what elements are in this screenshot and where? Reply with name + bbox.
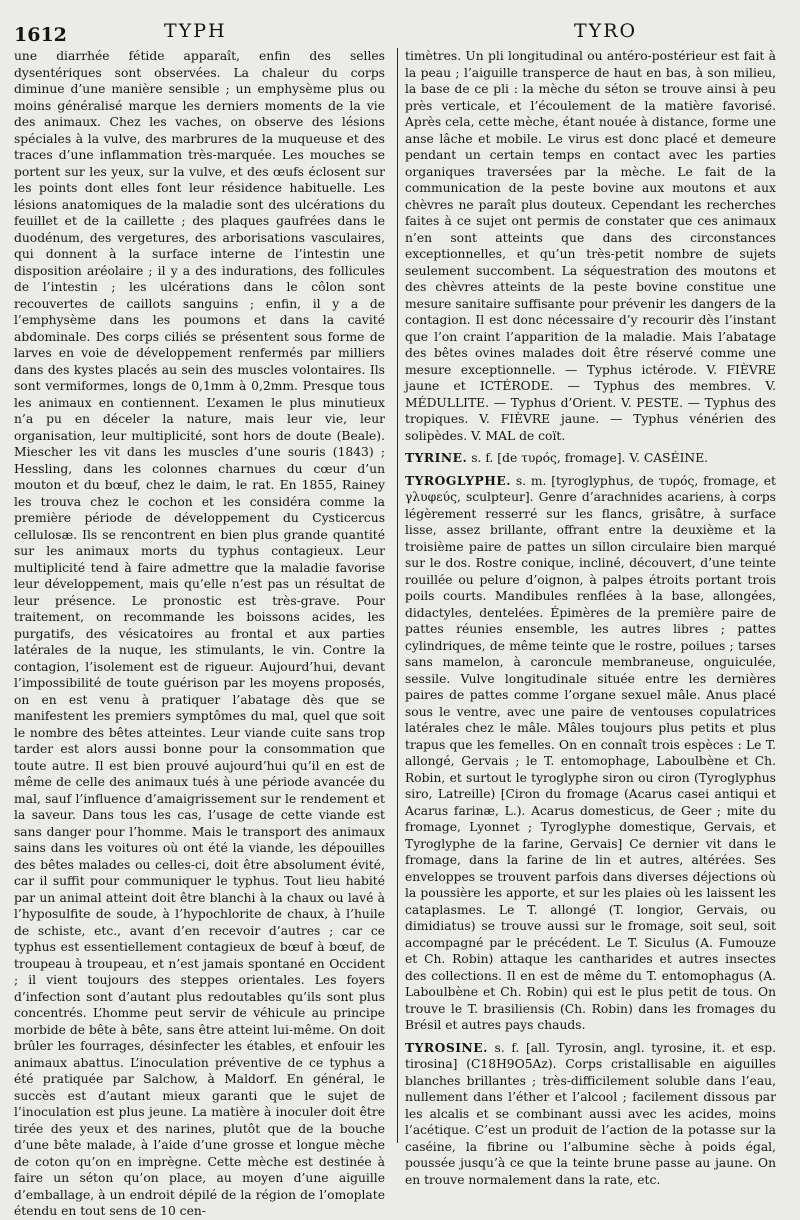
entry-tyroglyphe [405,473,776,1034]
entry-headword: TYRINE. [405,450,468,465]
left-column [14,48,385,1220]
right-column [405,48,776,1188]
entry-tyrosine [405,1040,776,1189]
running-head [14,18,792,48]
right-guide-word: TYRO [574,20,638,42]
column-divider [397,48,398,1143]
entry-tyrine [405,450,776,467]
entry-headword: TYROSINE. [405,1039,488,1055]
entry-definition: s. f. [de τυρός, fromage]. V. CASÉINE. [471,451,709,465]
text-columns [14,48,792,1220]
entry-headword: TYROGLYPHE. [405,472,512,488]
left-column-text: une diarrhée fétide apparaît, enfin des selles dysentériques sont observées. La chaleur du corps diminue d’une manière sensible ; un emphysème plus ou moins généralisé marque les derniers moments de la vie des animaux. Chez les vaches, on observe des lésions spéciales à la vulve, des marbrures de la muqueuse et des traces d’une inflammation très-marquée. Les mouches se portent sur les yeux, sur la vulve, et des œufs éclosent sur les points dont elles font leur résidence habituelle. Les lésions anatomiques de la maladie sont des ulcérations du feuillet et de la caillette ; des plaques gaufrées dans le duodénum, des vergetures, des arborisations vasculaires, qui donnent à la surface interne de l’intestin une disposition aréolaire ; il y a des indurations, des follicules de l’intestin ; les ulcérations dans le côlon sont recouvertes de caillots sanguins ; enfin, il y a de l’emphysème dans les poumons et dans la cavité abdominale. Des corps ciliés se présentent sous forme de larves en voie de développement renfermés par milliers dans des kystes placés au sein des muscles volontaires. Ils sont vermiformes, longs de 0,1mm à 0,2mm. Presque tous les animaux en contiennent. L’examen le plus minutieux n’a pu en déceler la nature, mais leur vie, leur organisation, leur multiplicité, sont hors de doute (Beale). Miescher les vit dans les muscles d’une souris (1843) ; Hessling, dans les colonnes charnues du cœur d’un mouton et du bœuf, chez le daim, le rat. En 1855, Rainey les trouva chez le cochon et les considéra comme la première période de développement du Cysticercus cellulosæ. Ils se rencontrent en bien plus grande quantité sur les animaux morts du typhus contagieux. Leur multiplicité tend à faire admettre que la maladie favorise leur développement, mais qu’elle n’est pas un résultat de leur présence. Le pronostic est très-grave. Pour traitement, on recommande les boissons acides, les purgatifs, des vésicatoires au frontal et aux parties latérales de la nuque, les stimulants, le vin. Contre la contagion, l’isolement est de rigueur. Aujourd’hui, devant l’impossibilité de toute guérison par les moyens proposés, on en est venu à pratiquer l’abatage dès que se manifestent les premiers symptômes du mal, quel que soit le nombre des bêtes atteintes. Leur viande cuite sans trop tarder est alors aussi bonne pour la consommation que toute autre. Il est bien prouvé aujourd’hui qu’il en est de même de celle des animaux tués à une période avancée du mal, sauf l’influence d’amaigrissement sur le rendement et la saveur. Dans tous les cas, l’usage de cette viande est sans danger pour l’homme. Mais le transport des animaux sains dans les voitures où ont été la viande, les dépouilles des bêtes malades ou celles-ci, doit être absolument évité, car il suffit pour communiquer le typhus. Tout lieu habité par un animal atteint doit être blanchi à la chaux ou lavé à l’hyposulfite de soude, à l’hypochlorite de chaux, à l’huile de schiste, etc., avant d’en recevoir d’autres ; car ce typhus est essentiellement contagieux de bœuf à bœuf, de troupeau à troupeau, et n’est jamais spontané en Occident ; il vient toujours des steppes orientales. Les foyers d’infection sont d’autant plus redoutables qu’ils sont plus concentrés. L’homme peut servir de véhicule au principe morbide de bête à bête, sans être atteint lui-même. On doit brûler les fourrages, désinfecter les étables, et enfouir les animaux abattus. L’inoculation préventive de ce typhus a été pratiquée par Salchow, à Maldorf. En général, le succès est d’autant mieux garanti que le sujet de l’inoculation est plus jeune. La matière à inoculer doit être tirée des yeux et des narines, plutôt que de la bouche d’une bête malade, à l’aide d’une grosse et longue mèche de coton qu’on en imprègne. Cette mèche est destinée à faire un séton qu’on place, au moyen d’une aiguille d’emballage, à un endroit dépilé de la région de l’omoplate étendu en tout sens de 10 cen- [14,49,385,1218]
left-guide-word: TYPH [164,20,227,42]
right-column-continuation: timètres. Un pli longitudinal ou antéro-postérieur est fait à la peau ; l’aiguille transperce de haut en bas, à son milieu, la base de ce pli : la mèche du séton se trouve ainsi à peu près verticale, et l’écoulement de la matière favorisé. Après cela, cette mèche, étant nouée à distance, forme une anse lâche et mobile. Le virus est donc placé et demeure pendant un certain temps en contact avec les parties organiques traversées par la mèche. Le fait de la communication de la peste bovine aux moutons et aux chèvres ne paraît plus douteux. Cependant les recherches faites à ce sujet ont permis de constater que ces animaux n’en sont atteints que dans des circonstances exceptionnelles, et qu’un très-petit nombre de sujets seulement succombent. La séquestration des moutons et des chèvres atteints de la peste bovine constitue une mesure sanitaire suffisante pour prévenir les dangers de la contagion. Il est donc nécessaire d’y recourir dès l’instant que l’on craint l’apparition de la maladie. Mais l’abatage des bêtes ovines malades doit être réservé comme une mesure exceptionnelle. — Typhus ictérode. V. FIÈVRE jaune et ICTÉRODE. — Typhus des membres. V. MÉDULLITE. — Typhus d’Orient. V. PESTE. — Typhus des tropiques. V. FIÈVRE jaune. — Typhus vénérien des solipèdes. V. MAL de coït. [405,49,776,443]
entry-definition: s. m. [tyroglyphus, de τυρός, fromage, et γλυφεύς, sculpteur]. Genre d’arachnides acariens, à corps légèrement resserré sur les flancs, grisâtre, à surface lisse, assez brillante, offrant entre la deuxième et la troisième paire de pattes un sillon circulaire bien marqué sur le dos. Rostre conique, incliné, découvert, d’une teinte rouillée ou pelure d’oignon, à palpes étroits portant trois poils courts. Mandibules renflées à la base, allongées, didactyles, dentelées. Épimères de la première paire de pattes réunies ensemble, les autres libres ; pattes cylindriques, de même teinte que le rostre, poilues ; tarses sans mamelon, à caroncule membraneuse, onguiculée, sessile. Vulve longitudinale située entre les dernières paires de pattes comme l’organe sexuel mâle. Anus placé sous le ventre, avec une paire de ventouses copulatrices latérales chez le mâle. Mâles toujours plus petits et plus trapus que les femelles. On en connaît trois espèces : Le T. allongé, Gervais ; le T. entomophage, Laboulbène et Ch. Robin, et surtout le tyroglyphe siron ou ciron (Tyroglyphus siro, Latreille) [Ciron du fromage (Acarus casei antiqui et Acarus farinæ, L.). Acarus domesticus, de Geer ; mite du fromage, Lyonnet ; Tyroglyphe domestique, Gervais, et Tyroglyphe de la farine, Gervais] Ce dernier vit dans le fromage, dans la farine de lin et autres, altérées. Ses enveloppes se trouvent parfois dans diverses déjections où la poussière les apporte, et sur les plaies où les laissent les cataplasmes. Le T. allongé (T. longior, Gervais, ou dimidiatus) se trouve aussi sur le fromage, soit seul, soit accompagné par le précédent. Le T. Siculus (A. Fumouze et Ch. Robin) attaque les cantharides et autres insectes des collections. Il en est de même du T. entomophagus (A. Laboulbène et Ch. Robin) qui est le plus petit de tous. On trouve le T. brasiliensis (Ch. Robin) dans les fromages du Brésil et autres pays chauds. [405,473,776,1032]
entry-definition: s. f. [all. Tyrosin, angl. tyrosine, it. et esp. tirosina] (C18H9O5Az). Corps cristallisable en aiguilles blanches brillantes ; très-difficilement soluble dans l’eau, nullement dans l’éther et l’alcool ; facilement dissous par les alcalis et se combinant aussi avec les acides, moins l’acétique. C’est un produit de l’action de la potasse sur la caséine, la fibrine ou l’albumine sèche à poids égal, poussée jusqu’à ce que la teinte brune passe au jaune. On en trouve normalement dans la rate, etc. [405,1040,776,1187]
page-number: 1612 [14,24,67,46]
